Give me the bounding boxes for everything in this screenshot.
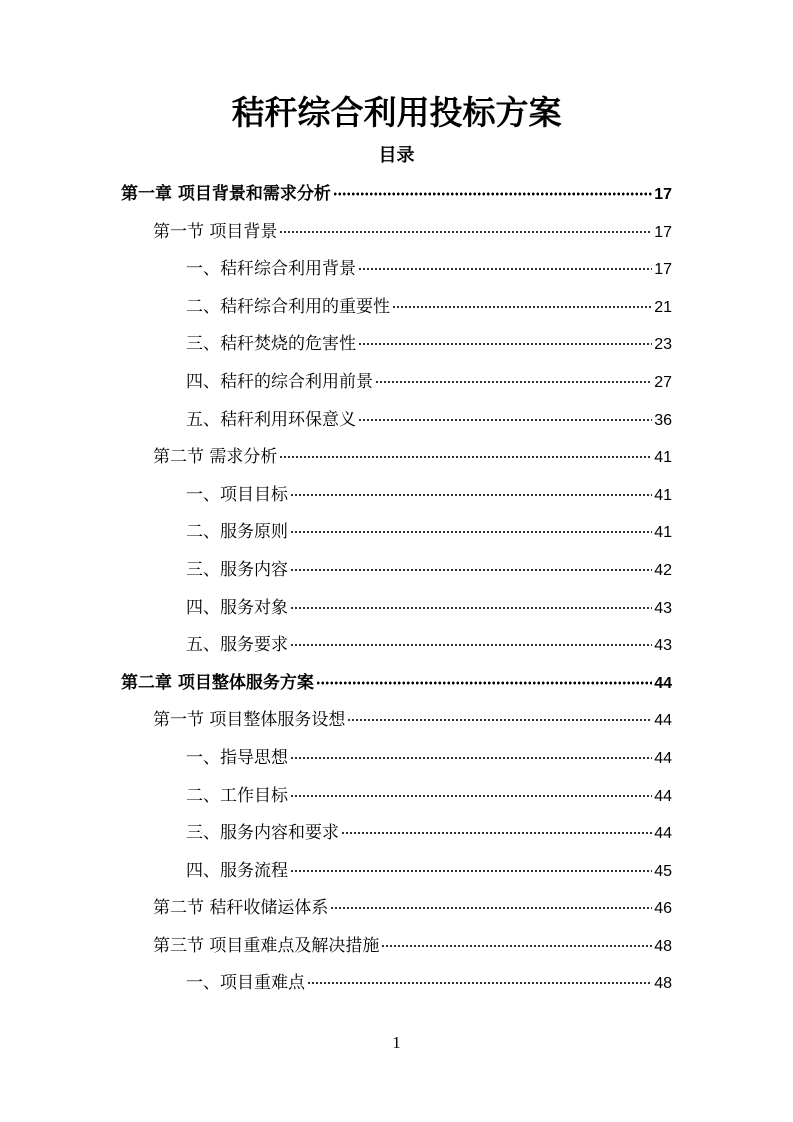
toc-entry-label: 三、服务内容 — [186, 559, 288, 580]
toc-entry[interactable] — [0, 214, 793, 252]
toc-entry[interactable] — [0, 890, 793, 928]
toc-entry[interactable] — [0, 439, 793, 477]
dot-leader — [333, 186, 652, 196]
toc-entry[interactable] — [0, 477, 793, 515]
toc-entry[interactable] — [0, 702, 793, 740]
toc-entry-label: 一、项目重难点 — [186, 973, 305, 994]
toc-entry-label: 第三节 项目重难点及解决措施 — [153, 935, 380, 956]
dot-leader — [290, 600, 652, 610]
toc-entry[interactable] — [0, 176, 793, 214]
toc-entry-page: 44 — [654, 674, 672, 692]
dot-leader — [358, 412, 652, 422]
toc-entry[interactable] — [0, 778, 793, 816]
toc-entry[interactable] — [0, 402, 793, 440]
page-number: 1 — [392, 1033, 401, 1052]
toc-entry-page: 17 — [654, 186, 672, 203]
toc-entry-page: 45 — [654, 862, 672, 880]
toc-entry-label: 第一节 项目背景 — [153, 221, 278, 242]
toc-entry[interactable] — [0, 590, 793, 628]
toc-entry-label: 第一节 项目整体服务设想 — [153, 710, 346, 731]
dot-leader — [375, 374, 652, 384]
toc-entry[interactable] — [0, 853, 793, 891]
toc-entry-page: 48 — [654, 975, 672, 993]
dot-leader — [290, 524, 652, 534]
toc-entry-page: 41 — [654, 449, 672, 467]
toc-entry[interactable] — [0, 665, 793, 703]
toc-entry-page: 44 — [654, 825, 672, 843]
toc-entry-label: 第二节 需求分析 — [153, 447, 278, 468]
toc-entry[interactable] — [0, 965, 793, 1003]
toc-entry-label: 四、秸秆的综合利用前景 — [186, 371, 373, 392]
toc-entry-page: 44 — [654, 787, 672, 805]
dot-leader — [290, 750, 652, 760]
toc-entry[interactable] — [0, 740, 793, 778]
dot-leader — [290, 863, 652, 873]
toc-entry-page: 44 — [654, 712, 672, 730]
toc-entry-page: 17 — [654, 261, 672, 279]
toc-entry-page: 43 — [654, 599, 672, 617]
dot-leader — [307, 975, 652, 985]
dot-leader — [316, 675, 652, 685]
toc-entry-label: 一、指导思想 — [186, 747, 288, 768]
toc-heading: 目录 — [378, 145, 415, 166]
toc-entry-label: 第二节 秸秆收储运体系 — [153, 898, 329, 919]
toc-entry-label: 五、秸秆利用环保意义 — [186, 409, 356, 430]
dot-leader — [358, 336, 652, 346]
toc-entry-label: 二、服务原则 — [186, 522, 288, 543]
document-title: 秸秆综合利用投标方案 — [231, 93, 562, 132]
toc-entry-label: 三、秸秆焚烧的危害性 — [186, 334, 356, 355]
dot-leader — [392, 299, 652, 309]
dot-leader — [330, 900, 652, 910]
dot-leader — [341, 825, 652, 835]
dot-leader — [279, 449, 652, 459]
toc-entry-page: 43 — [654, 637, 672, 655]
dot-leader — [290, 487, 652, 497]
toc-entry-label: 四、服务流程 — [186, 860, 288, 881]
toc-entry-page: 44 — [654, 749, 672, 767]
toc-entry-page: 21 — [654, 298, 672, 316]
toc-entry-label: 一、秸秆综合利用背景 — [186, 259, 356, 280]
toc-entry-page: 41 — [654, 524, 672, 542]
toc-entry-label: 五、服务要求 — [186, 635, 288, 656]
dot-leader — [290, 562, 652, 572]
toc-entry-page: 17 — [654, 223, 672, 241]
dot-leader — [290, 637, 652, 647]
toc-entry-label: 三、服务内容和要求 — [186, 823, 339, 844]
toc-entry-page: 23 — [654, 336, 672, 354]
toc-entry-page: 36 — [654, 411, 672, 429]
toc-entry-page: 46 — [654, 900, 672, 918]
toc-entry[interactable] — [0, 552, 793, 590]
toc-entry[interactable] — [0, 815, 793, 853]
toc-entry-label: 第一章 项目背景和需求分析 — [121, 184, 331, 204]
toc-entry[interactable] — [0, 326, 793, 364]
toc-entry[interactable] — [0, 514, 793, 552]
toc-entry-page: 48 — [654, 937, 672, 955]
dot-leader — [381, 938, 652, 948]
toc-entry-label: 二、秸秆综合利用的重要性 — [186, 296, 390, 317]
dot-leader — [347, 712, 652, 722]
toc-entry-page: 42 — [654, 561, 672, 579]
toc-entry-page: 27 — [654, 373, 672, 391]
toc-entry[interactable] — [0, 364, 793, 402]
toc-entry[interactable] — [0, 251, 793, 289]
dot-leader — [290, 788, 652, 798]
toc-entry-label: 二、工作目标 — [186, 785, 288, 806]
toc-entry-label: 第二章 项目整体服务方案 — [121, 672, 314, 693]
dot-leader — [358, 261, 652, 271]
toc-entry-label: 四、服务对象 — [186, 597, 288, 618]
table-of-contents — [0, 176, 793, 1003]
toc-entry[interactable] — [0, 627, 793, 665]
toc-entry-page: 41 — [654, 486, 672, 504]
toc-entry[interactable] — [0, 928, 793, 966]
toc-entry-label: 一、项目目标 — [186, 484, 288, 505]
toc-entry[interactable] — [0, 289, 793, 327]
dot-leader — [279, 224, 652, 234]
